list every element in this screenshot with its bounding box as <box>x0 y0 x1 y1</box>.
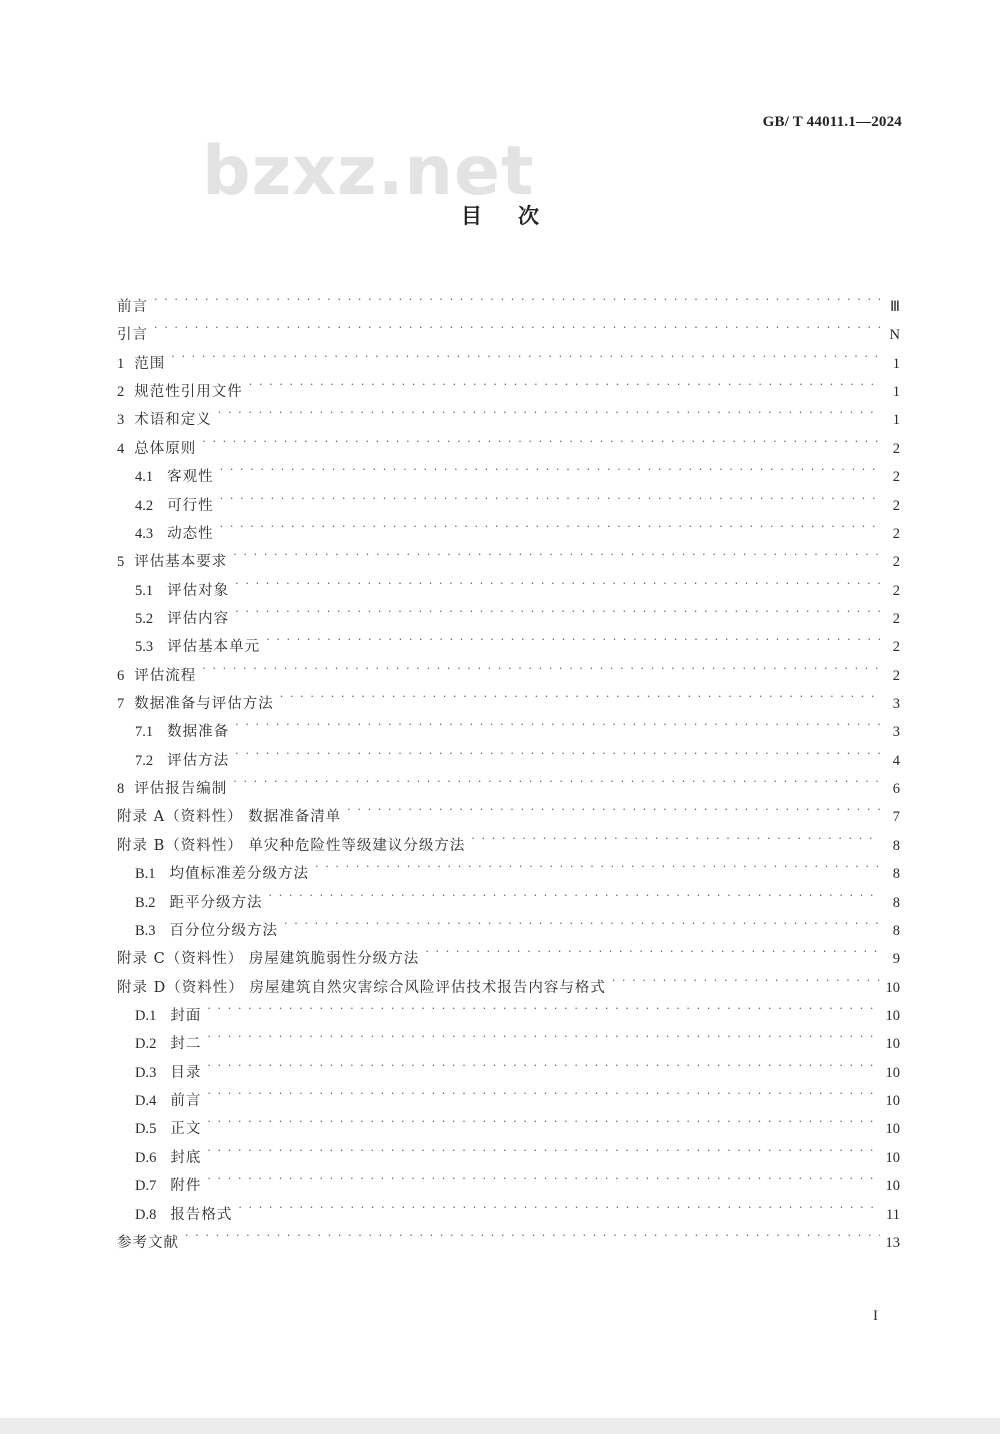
toc-entry[interactable] <box>117 737 900 769</box>
toc-entry-label <box>117 293 154 321</box>
toc-entry[interactable] <box>117 1105 900 1138</box>
toc-entry-page: 1 <box>892 412 900 429</box>
toc-entry-label <box>117 803 347 831</box>
toc-entry-text: 规范性引用文件 <box>134 384 243 401</box>
toc-entry-text: 引言 <box>117 327 148 344</box>
toc-entry[interactable] <box>117 311 900 344</box>
toc-entry-page: 2 <box>892 469 900 486</box>
toc-entry-number: 5 <box>117 554 125 571</box>
toc-dot-leader <box>218 396 880 424</box>
toc-dot-leader <box>154 311 880 339</box>
toc-dot-leader <box>233 765 880 793</box>
toc-entry-text: 前言 <box>170 1093 202 1110</box>
toc-entry-page: 10 <box>885 1121 900 1138</box>
toc-entry[interactable] <box>117 567 900 599</box>
toc-entry-label <box>135 889 269 917</box>
toc-entry[interactable] <box>117 340 900 372</box>
toc-dot-leader <box>471 822 880 850</box>
toc-entry-page: 2 <box>892 582 900 599</box>
toc-entry-page: 2 <box>892 554 900 571</box>
toc-entry-label <box>135 917 284 945</box>
toc-entry-label <box>135 463 220 491</box>
toc-entry-page: 8 <box>892 837 900 854</box>
toc-entry[interactable] <box>117 793 900 826</box>
toc-dot-leader <box>238 1191 880 1219</box>
toc-entry[interactable] <box>117 992 900 1024</box>
toc-entry-number: 6 <box>117 667 125 684</box>
toc-dot-leader <box>207 1134 879 1162</box>
watermark: bzxz.net <box>202 132 535 211</box>
toc-entry-page: 8 <box>892 894 900 911</box>
toc-entry-number: 5.1 <box>135 582 154 599</box>
toc-entry-text: 封面 <box>170 1007 202 1024</box>
toc-entry-label <box>135 577 235 605</box>
toc-entry-number: 2 <box>117 384 125 401</box>
toc-entry-label <box>117 1229 185 1257</box>
toc-entry-number: B.2 <box>135 894 156 911</box>
toc-entry-text: 封二 <box>170 1036 202 1053</box>
toc-entry-number: 5.2 <box>135 610 154 627</box>
toc-entry-page: 7 <box>892 809 900 826</box>
toc-dot-leader <box>207 1162 879 1190</box>
toc-title: 目次 <box>461 204 575 228</box>
toc-entry-label <box>135 1115 207 1143</box>
toc-entry-page: 10 <box>885 1036 900 1053</box>
toc-dot-leader <box>269 879 880 907</box>
toc-dot-leader <box>233 538 880 566</box>
toc-entry-number: 7 <box>117 696 125 713</box>
toc-entry[interactable] <box>117 1162 900 1195</box>
toc-dot-leader <box>207 1077 879 1105</box>
toc-dot-leader <box>284 907 880 935</box>
toc-dot-leader <box>207 1105 879 1133</box>
toc-entry-text: 正文 <box>170 1121 202 1138</box>
toc-dot-leader <box>171 340 880 368</box>
toc-entry-text: 可行性 <box>167 497 214 514</box>
toc-entry-text: 附录 A（资料性） 数据准备清单 <box>117 809 342 826</box>
toc-dot-leader <box>235 708 880 736</box>
toc-entry-label <box>135 718 235 746</box>
toc-entry-page: 6 <box>892 781 900 798</box>
toc-entry-page: 1 <box>892 384 900 401</box>
toc-entry-text: 客观性 <box>167 469 214 486</box>
toc-entry[interactable] <box>117 595 900 627</box>
toc-entry-page: 3 <box>892 696 900 713</box>
toc-dot-leader <box>220 482 880 510</box>
toc-entry-number: 7.1 <box>135 724 154 741</box>
toc-entry[interactable] <box>117 1219 900 1251</box>
toc-dot-leader <box>235 737 880 765</box>
toc-entry-number: D.4 <box>135 1093 157 1110</box>
toc-entry-label <box>135 492 220 520</box>
toc-entry[interactable] <box>117 1191 900 1223</box>
toc-entry[interactable] <box>117 396 900 429</box>
toc-entry-page: 2 <box>892 497 900 514</box>
toc-entry[interactable] <box>117 680 900 713</box>
toc-entry-page: Ⅲ <box>890 299 900 315</box>
toc-entry-text: 评估对象 <box>167 582 230 599</box>
toc-dot-leader <box>220 510 880 538</box>
toc-entry-number: D.1 <box>135 1007 157 1024</box>
toc-entry[interactable] <box>117 1049 900 1081</box>
toc-entry-page: 2 <box>892 610 900 627</box>
toc-entry-text: 数据准备与评估方法 <box>134 696 274 713</box>
toc-entry-number: 1 <box>117 355 125 372</box>
toc-entry-page: 11 <box>886 1206 900 1223</box>
toc-entry-text: 附录 D（资料性） 房屋建筑自然灾害综合风险评估技术报告内容与格式 <box>117 979 606 996</box>
toc-entry-text: 动态性 <box>167 525 214 542</box>
toc-entry-text: 术语和定义 <box>134 412 212 429</box>
toc-entry-label <box>117 662 202 690</box>
toc-entry-text: 前言 <box>117 299 148 315</box>
toc-entry-number: 4 <box>117 440 125 457</box>
toc-entry-page: N <box>889 327 900 344</box>
toc-entry[interactable] <box>117 1077 900 1110</box>
toc-entry-text: 附件 <box>170 1178 202 1195</box>
toc-entry-page: 8 <box>892 866 900 883</box>
toc-entry[interactable] <box>117 1020 900 1053</box>
toc-entry-label <box>117 435 202 463</box>
toc-dot-leader <box>202 652 880 680</box>
toc-entry-text: 评估方法 <box>167 752 230 769</box>
toc-entry-page: 10 <box>885 979 900 996</box>
toc-dot-leader <box>315 850 880 878</box>
toc-entry-page: 2 <box>892 525 900 542</box>
toc-entry-page: 10 <box>885 1007 900 1024</box>
standard-code: GB/ T 44011.1—2024 <box>762 114 902 130</box>
toc-entry[interactable] <box>117 538 900 571</box>
toc-entry-number: 4.3 <box>135 525 154 542</box>
toc-entry-number: D.6 <box>135 1149 157 1166</box>
toc-entry-label <box>135 520 220 548</box>
toc-entry-text: 参考文献 <box>117 1234 179 1251</box>
toc-entry-text: 报告格式 <box>170 1206 233 1223</box>
toc-entry-number: B.3 <box>135 922 156 939</box>
toc-entry-label <box>135 605 235 633</box>
toc-entry-number: D.3 <box>135 1064 157 1081</box>
toc-entry-label <box>117 548 233 576</box>
toc-dot-leader <box>220 453 880 481</box>
toc-entry-label <box>135 1144 207 1172</box>
toc-entry[interactable] <box>117 510 900 542</box>
toc-entry-number: 7.2 <box>135 752 154 769</box>
toc-dot-leader <box>235 595 880 623</box>
toc-entry[interactable] <box>117 425 900 457</box>
toc-entry-text: 均值标准差分级方法 <box>169 866 310 883</box>
toc-entry-text: 总体原则 <box>134 440 197 457</box>
toc-entry-text: 范围 <box>134 355 166 372</box>
toc-entry-text: 评估报告编制 <box>134 781 228 798</box>
toc-entry-label <box>135 1087 207 1115</box>
toc-entry-number: 3 <box>117 412 125 429</box>
toc-entry-page: 3 <box>892 724 900 741</box>
toc-dot-leader <box>185 1219 880 1247</box>
toc-entry-text: 附录 C（资料性） 房屋建筑脆弱性分级方法 <box>117 951 420 968</box>
toc-entry-text: 评估基本单元 <box>167 639 261 656</box>
toc-entry-text: 附录 B（资料性） 单灾种危险性等级建议分级方法 <box>117 837 466 854</box>
toc-entry-page: 10 <box>885 1149 900 1166</box>
toc-dot-leader <box>612 964 880 992</box>
toc-entry-number: 4.2 <box>135 497 154 514</box>
toc-entry-label <box>117 945 425 973</box>
toc-entry-page: 2 <box>892 440 900 457</box>
toc-dot-leader <box>249 368 880 396</box>
toc-entry[interactable] <box>117 652 900 684</box>
toc-entry-text: 封底 <box>170 1149 202 1166</box>
toc-entry-page: 4 <box>892 752 900 769</box>
toc-entry-label <box>117 321 154 349</box>
toc-entry-page: 10 <box>885 1178 900 1195</box>
toc-entry[interactable] <box>117 1134 900 1166</box>
toc-entry-page: 2 <box>892 667 900 684</box>
toc-entry-page: 9 <box>892 951 900 968</box>
toc-entry-number: 5.3 <box>135 639 154 656</box>
toc-entry-label <box>135 747 235 775</box>
toc-entry-label <box>135 1059 207 1087</box>
toc-entry-label <box>135 1030 207 1058</box>
toc-dot-leader <box>280 680 880 708</box>
toc-dot-leader <box>425 935 880 963</box>
toc-entry-text: 评估基本要求 <box>134 554 228 571</box>
toc-entry[interactable] <box>117 453 900 486</box>
toc-entry[interactable] <box>117 482 900 514</box>
page-number: I <box>873 1308 878 1324</box>
toc-entry-page: 13 <box>885 1234 900 1251</box>
viewer-bottom-bar <box>0 1418 1000 1434</box>
table-of-contents <box>117 283 900 1251</box>
toc-entry-text: 评估流程 <box>134 667 197 684</box>
toc-entry-text: 百分位分级方法 <box>169 922 279 939</box>
toc-dot-leader <box>202 425 880 453</box>
toc-entry-number: B.1 <box>135 866 156 883</box>
toc-entry-label <box>135 1002 207 1030</box>
toc-entry-page: 1 <box>892 355 900 372</box>
toc-entry[interactable] <box>117 708 900 741</box>
toc-entry-text: 评估内容 <box>167 610 230 627</box>
toc-entry-text: 距平分级方法 <box>169 894 263 911</box>
toc-entry-label <box>117 775 233 803</box>
toc-entry[interactable] <box>117 283 900 315</box>
toc-entry-page: 10 <box>885 1064 900 1081</box>
toc-entry-page: 10 <box>885 1093 900 1110</box>
toc-dot-leader <box>207 992 879 1020</box>
toc-entry[interactable] <box>117 368 900 401</box>
toc-entry-number: D.2 <box>135 1036 157 1053</box>
toc-dot-leader <box>266 623 880 651</box>
toc-entry-number: D.5 <box>135 1121 157 1138</box>
toc-dot-leader <box>207 1049 879 1077</box>
toc-entry-text: 数据准备 <box>167 724 230 741</box>
toc-entry[interactable] <box>117 765 900 798</box>
toc-dot-leader <box>207 1020 879 1048</box>
toc-dot-leader <box>347 793 880 821</box>
toc-entry-label <box>135 1172 207 1200</box>
toc-entry-number: D.8 <box>135 1206 157 1223</box>
toc-entry-number: 4.1 <box>135 469 154 486</box>
toc-entry-page: 8 <box>892 922 900 939</box>
toc-entry-number: D.7 <box>135 1178 157 1195</box>
toc-dot-leader <box>154 283 880 311</box>
toc-entry-text: 目录 <box>170 1064 202 1081</box>
toc-dot-leader <box>235 567 880 595</box>
toc-entry-number: 8 <box>117 781 125 798</box>
toc-entry-page: 2 <box>892 639 900 656</box>
toc-entry-label <box>117 350 171 378</box>
